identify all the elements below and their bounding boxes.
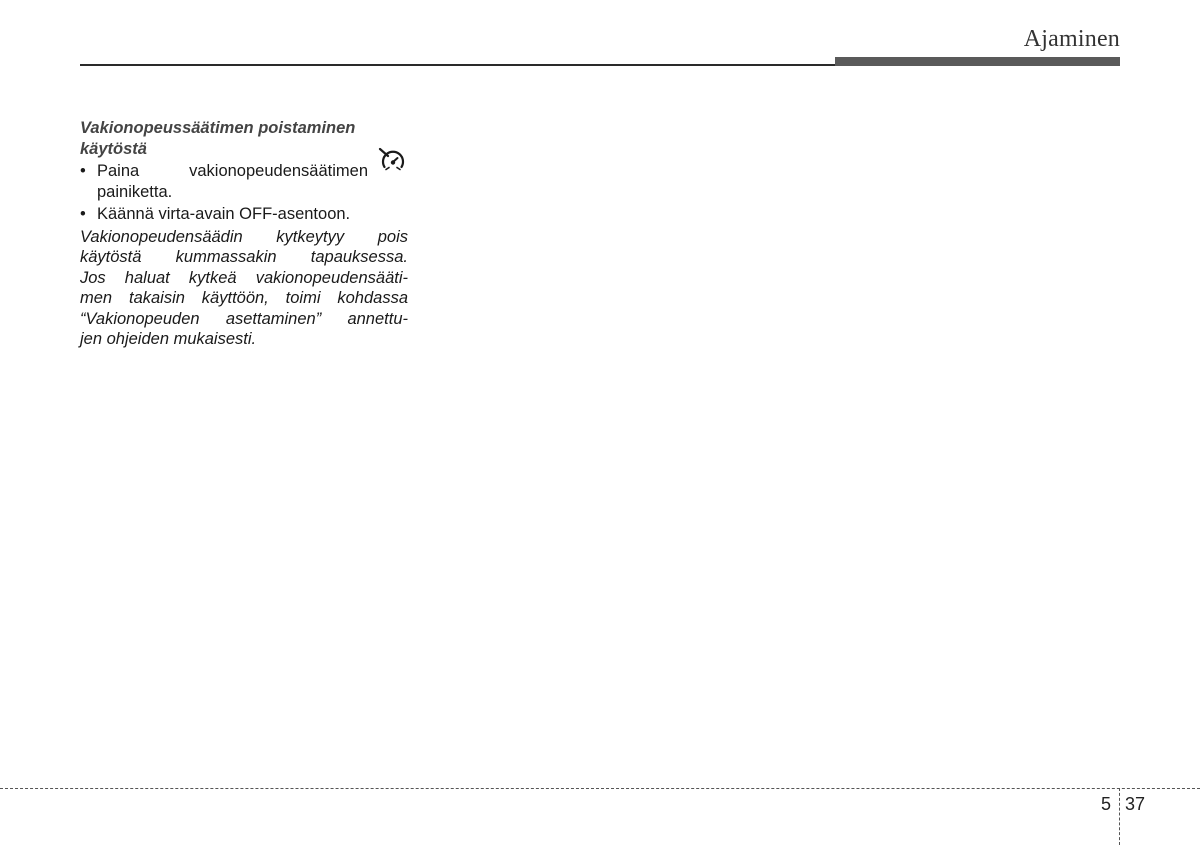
paragraph-line: men takaisin käyttöön, toimi kohdassa	[80, 289, 408, 307]
paragraph-line: jen ohjeiden mukaisesti.	[80, 330, 257, 348]
paragraph-line: “Vakionopeuden asettaminen” annettu-	[80, 309, 408, 328]
paragraph-line: käytöstä kummassakin tapauksessa.	[80, 248, 408, 266]
section-heading-line2: käytöstä	[80, 139, 147, 158]
chapter-title: Ajaminen	[1023, 26, 1120, 52]
section-heading-line1: Vakionopeussäätimen poistaminen	[80, 119, 356, 137]
bullet-text	[97, 161, 408, 202]
bullet-line2: painiketta.	[97, 182, 173, 201]
chapter-number: 5	[1101, 794, 1112, 814]
bullet-mark: •	[80, 205, 86, 223]
bullet-mark: •	[80, 162, 86, 180]
bullet-item	[80, 161, 408, 202]
page-number: 37	[1125, 794, 1146, 814]
bullet-first-line	[97, 161, 408, 182]
bullet-line1: Paina vakionopeudensäätimen	[97, 162, 368, 180]
bullet-item	[80, 204, 408, 225]
section-content	[80, 118, 408, 350]
section-heading	[80, 118, 408, 159]
paragraph-line: Jos haluat kytkeä vakionopeudensääti-	[80, 268, 408, 287]
footer-page-separator	[1119, 788, 1120, 845]
header-rule-accent	[835, 57, 1120, 66]
footer-divider	[0, 788, 1200, 789]
bullet-text: Käännä virta-avain OFF-asentoon.	[97, 205, 351, 223]
paragraph-line: Vakionopeudensäädin kytkeytyy pois	[80, 227, 408, 246]
cruise-control-icon	[378, 147, 408, 175]
section-paragraph	[80, 227, 408, 350]
